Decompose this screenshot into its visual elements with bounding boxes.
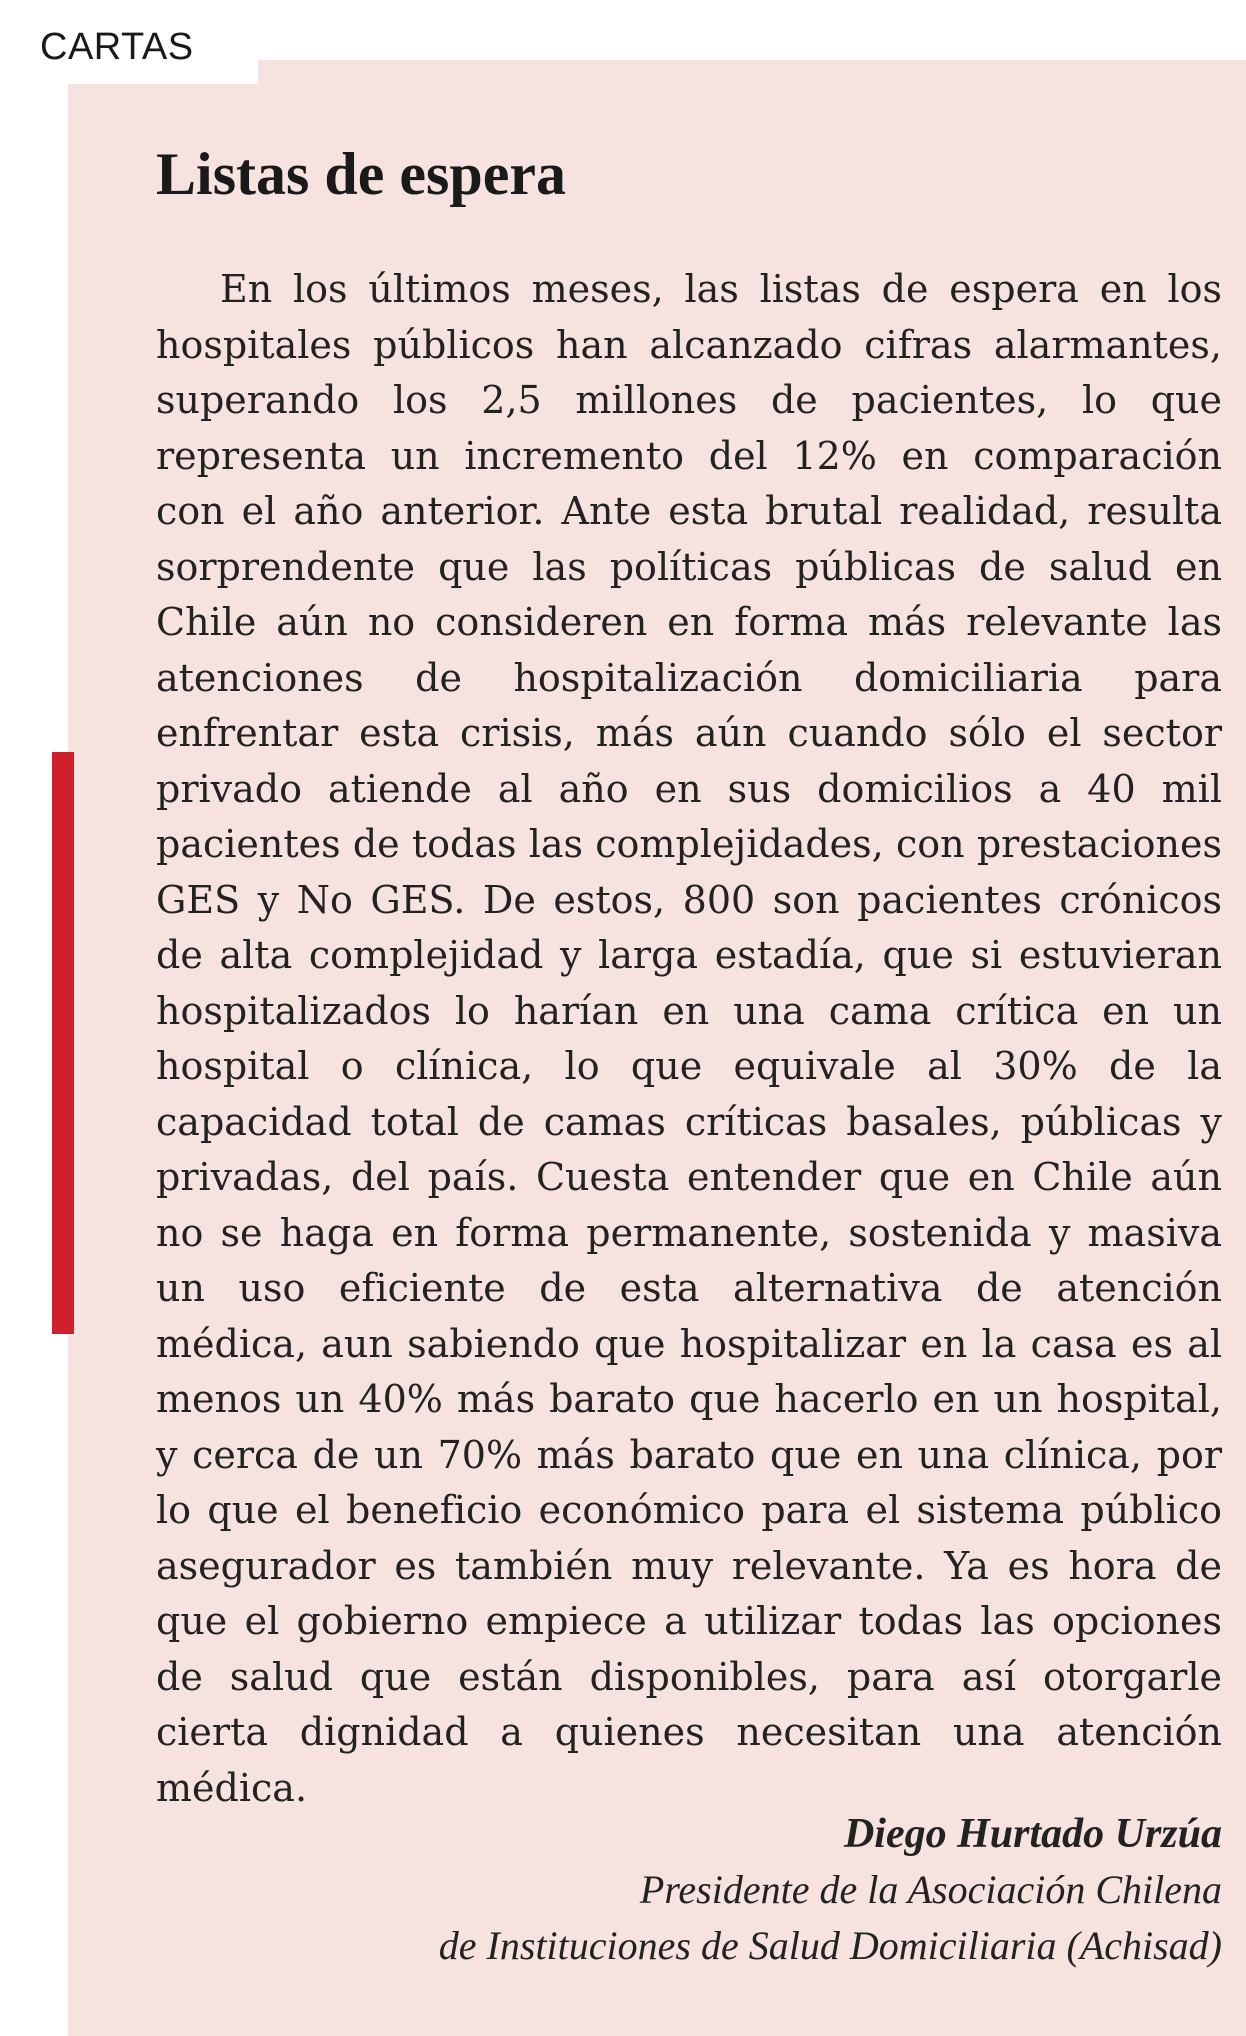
author-role-line-1: Presidente de la Asociación Chilena — [639, 1867, 1222, 1912]
letter-body: En los últimos meses, las listas de espera en los hospitales públicos han alcanzado cifras alarmantes, superando los 2,5 millones de pacientes, lo que representa un incremento del 12% en comparación con el año anterior. Ante esta brutal realidad, resulta sorprendente que las políticas públicas de salud en Chile aún no consideren en forma más relevante las atenciones de hospitalización domiciliaria para enfrentar esta crisis, más aún cuando sólo el sector privado atiende al año en sus domicilios a 40 mil pacientes de todas las complejidades, con prestaciones GES y No GES. De estos, 800 son pacientes crónicos de alta complejidad y larga estadía, que si estuvieran hospitalizados lo harían en una cama crítica en un hospital o clínica, lo que equivale al 30% de la capacidad total de camas críticas basales, públicas y privadas, del país. Cuesta entender que en Chile aún no se haga en forma permanente, sostenida y masiva un uso eficiente de esta alternativa de atención médica, aun sabiendo que hospitalizar en la casa es al menos un 40% más barato que hacerlo en un hospital, y cerca de un 70% más barato que en una clínica, por lo que el beneficio económico para el sistema público asegurador es también muy relevante. Ya es hora de que el gobierno empiece a utilizar todas las opciones de salud que están disponibles, para así otorgarle cierta dignidad a quienes necesitan una atención médica. — [156, 267, 1222, 1810]
signature-block — [439, 1806, 1222, 1974]
author-role-line-2: de Instituciones de Salud Domiciliaria (Achisad) — [438, 1923, 1222, 1968]
section-label: CARTAS — [40, 26, 194, 68]
author-name: Diego Hurtado Urzúa — [843, 1811, 1222, 1857]
accent-bar — [52, 752, 74, 1334]
letter-title: Listas de espera — [156, 141, 566, 207]
